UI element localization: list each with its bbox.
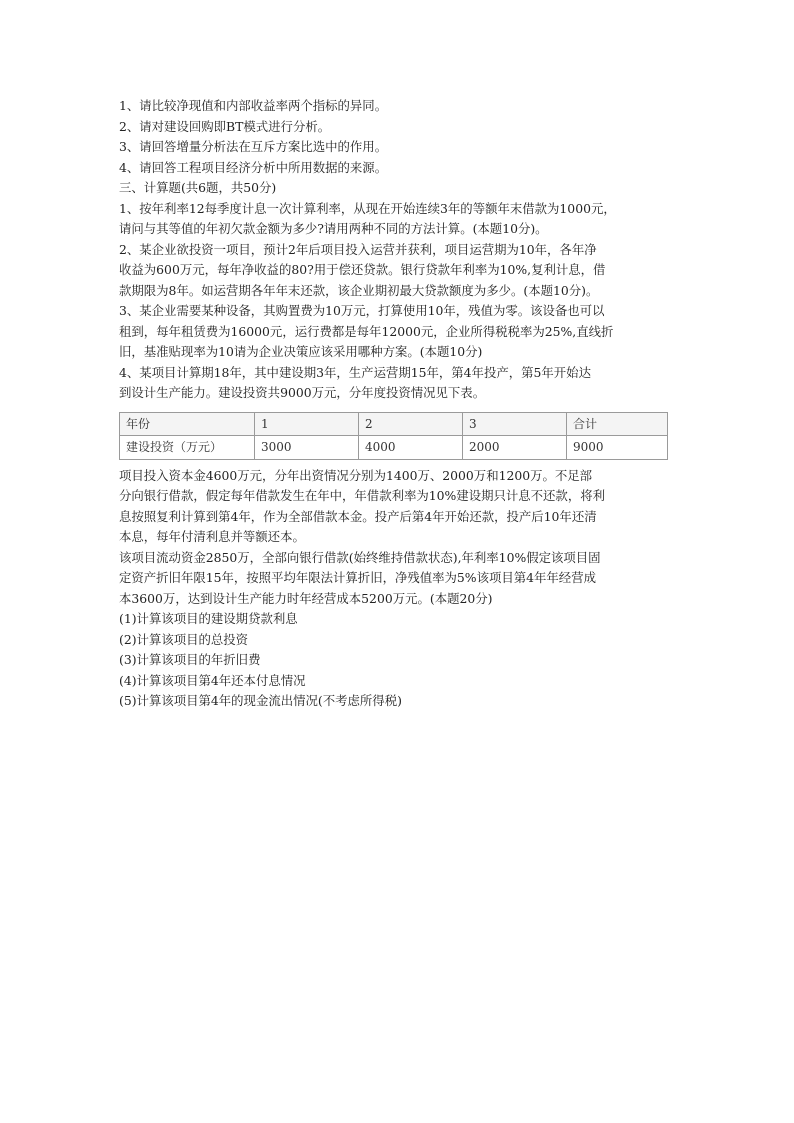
table-row: [120, 436, 668, 460]
paragraph-line: 1、按年利率12每季度计息一次计算利率，从现在开始连续3年的等额年末借款为1000元，: [119, 200, 616, 216]
calc-question-4: [119, 363, 679, 404]
table-header-row: [120, 412, 668, 436]
paragraph-line: 旧，基准贴现率为10请为企业决策应该采用哪种方案。(本题10分): [119, 344, 483, 359]
calc-question-1: [119, 199, 679, 240]
paragraph-line: 分向银行借款，假定每年借款发生在年中，年借款利率为10%建设期只计息不还款，将利: [119, 488, 605, 503]
table-header-cell: 1: [255, 412, 359, 436]
document-body: [119, 96, 679, 712]
sub-question-list: [119, 609, 679, 712]
table-header-cell: 合计: [567, 412, 668, 436]
calc-question-3: [119, 301, 679, 363]
paragraph-line: 本息，每年付清利息并等额还本。: [119, 529, 305, 544]
sub-question-item: (2)计算该项目的总投资: [119, 631, 249, 647]
paragraph-line: 本3600万，达到设计生产能力时年经营成本5200万元。(本题20分): [119, 590, 493, 606]
question-item: 4、请回答工程项目经济分析中所用数据的来源。: [119, 159, 388, 175]
paragraph-line: 该项目流动资金2850万，全部向银行借款(始终维持借款状态),年利率10%假定该项目固: [119, 549, 601, 565]
section-heading: 三、计算题(共6题，共50分): [119, 180, 277, 195]
sub-question-item: (1)计算该项目的建设期贷款利息: [119, 611, 298, 626]
paragraph-line: 3、某企业需要某种设备，其购置费为10万元，打算使用10年，残值为零。该设备也可以: [119, 303, 605, 318]
sub-question-item: (3)计算该项目的年折旧费: [119, 652, 261, 667]
table-cell: 2000: [463, 436, 567, 460]
table-cell: 3000: [255, 436, 359, 460]
question-item: 1、请比较净现值和内部收益率两个指标的异同。: [119, 98, 388, 113]
paragraph-line: 款期限为8年。如运营期各年年末还款，该企业期初最大贷款额度为多少。(本题10分)。: [119, 282, 599, 298]
sub-question-item: (5)计算该项目第4年的现金流出情况(不考虑所得税): [119, 693, 402, 708]
paragraph-line: 4、某项目计算期18年，其中建设期3年，生产运营期15年，第4年投产，第5年开始达: [119, 364, 591, 380]
short-answer-questions: [119, 96, 679, 178]
paragraph-line: 2、某企业欲投资一项目，预计2年后项目投入运营并获利，项目运营期为10年，各年净: [119, 241, 597, 257]
table-cell: 建设投资（万元）: [120, 436, 255, 460]
table-header-cell: 2: [359, 412, 463, 436]
paragraph-line: 定资产折旧年限15年，按照平均年限法计算折旧，净残值率为5%该项目第4年年经营成: [119, 570, 596, 585]
paragraph-line: 请问与其等值的年初欠款金额为多少?请用两种不同的方法计算。(本题10分)。: [119, 221, 548, 236]
paragraph-line: 项目投入资本金4600万元，分年出资情况分别为1400万、2000万和1200万。不足部: [119, 467, 593, 483]
question-item: 2、请对建设回购即BT模式进行分析。: [119, 118, 331, 134]
question-4-details: [119, 466, 679, 610]
paragraph-line: 租到，每年租赁费为16000元，运行费都是每年12000元，企业所得税税率为25%,直线折: [119, 323, 614, 339]
table-cell: 4000: [359, 436, 463, 460]
table-header-cell: 3: [463, 412, 567, 436]
sub-question-item: (4)计算该项目第4年还本付息情况: [119, 672, 306, 688]
question-item: 3、请回答增量分析法在互斥方案比选中的作用。: [119, 139, 388, 154]
paragraph-line: 息按照复利计算到第4年，作为全部借款本金。投产后第4年开始还款，投产后10年还清: [119, 508, 597, 524]
investment-table: [119, 412, 668, 460]
paragraph-line: 到设计生产能力。建设投资共9000万元，分年度投资情况见下表。: [119, 385, 486, 400]
table-cell: 9000: [567, 436, 668, 460]
paragraph-line: 收益为600万元，每年净收益的80?用于偿还贷款。银行贷款年利率为10%,复利计息，借: [119, 262, 606, 277]
calc-question-2: [119, 240, 679, 302]
table-header-cell: 年份: [120, 412, 255, 436]
